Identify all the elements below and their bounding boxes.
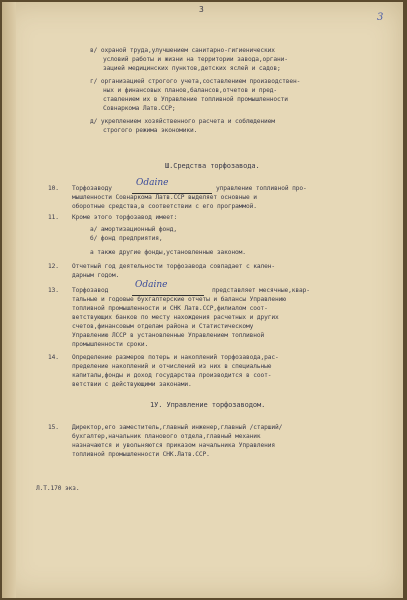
item-v-line2: условий работы и жизни на территории завода,органи- [103,56,288,63]
p14-line3: капиталы,фонды и доход государства производится в соот- [72,372,272,379]
p13-handwritten-name: Odaine [135,280,168,290]
page-number: 3 [199,5,204,14]
p15-number: 15. [48,424,59,431]
folio-number: 3 [377,12,384,23]
p13-line3: топливной промышленности и СНК Латв.ССР,филиалом соот- [72,305,268,312]
p11-line3: б/ фонд предприятия, [90,235,163,242]
p13-line6: Управлению ЛССР в установленные Управлением топливной [72,332,265,339]
p13-line7: промышленности сроки. [72,341,149,348]
p12-number: 12. [48,263,59,270]
p10-number: 10. [48,185,59,192]
section-3-title: Ш.Средства торфозавода. [165,162,260,170]
p13-line1-start: Торфозавод [72,287,109,294]
p10-line1-start: Торфозаводу [72,185,112,192]
item-v-line3: зацией медицинских пунктов,детских яслей и садов; [103,65,281,72]
p13-line4: ветствующих банков по месту нахождения расчетных и других [72,314,279,321]
p15-line1: Директор,его заместитель,главный инженер,главный /старший/ [72,424,283,431]
p14-line4: ветствии с действующими законами. [72,381,192,388]
p14-number: 14. [48,354,59,361]
p12-line1: Отчетный год деятельности торфозавода совпадает с кален- [72,263,276,270]
p13-line1-end: представляет месячные,квар- [212,287,310,294]
p10-line2: мышленности Совнаркома Латв.ССР выделяет основные и [72,194,257,201]
p10-line1-end: управление топливной про- [216,185,307,192]
p11-line1: Кроме этого торфозавод имеет: [72,214,178,221]
item-d-line2: строгого режима экономики. [103,127,198,134]
p10-handwritten-name: Odaine [136,178,169,188]
p15-line2: бухгалтер,начальник планового отдела,главный механик [72,433,261,440]
p11-number: 11. [48,214,59,221]
p11-line4: а также другие фонды,установленные законом. [90,249,246,256]
item-d-line1: д/ укреплением хозяйственного расчета и соблюдением [90,118,275,125]
p13-line5: счетов,финансовым отделам района и Статистическому [72,323,254,330]
print-run-footer: Л.Т.170 экз. [36,485,80,492]
item-v-line1: в/ охраной труда,улучшением санитарно-гигиенических [90,47,275,54]
section-4-title: 1У. Управление торфозаводом. [150,401,266,409]
p14-line1: Определение размеров потерь и накоплений торфозавода,рас- [72,354,279,361]
p14-line2: пределение накоплений и отчислений из них в специальные [72,363,272,370]
p10-line3: оборотные средства,в соответствии с его программой. [72,203,257,210]
p15-line3: назначаются и увольняются приказом начальника Управления [72,442,276,449]
binding-edge [2,2,16,598]
p15-line4: топливной промышленности СНК.Латв.ССР. [72,451,210,458]
item-g-line4: Совнаркома Латв.ССР; [103,105,176,112]
p13-line2: тальные и годовые бухгалтерские отчеты и балансы Управлению [72,296,286,303]
p13-number: 13. [48,287,59,294]
item-g-line3: ставлением их в Управление топливной промышленности [103,96,288,103]
item-g-line1: г/ организацией строгого учета,составлением производствен- [90,78,301,85]
item-g-line2: ных и финансовых планов,балансов,отчетов и пред- [103,87,278,94]
p12-line2: дарным годом. [72,272,120,279]
p11-line2: а/ амортизационный фонд, [90,226,178,233]
